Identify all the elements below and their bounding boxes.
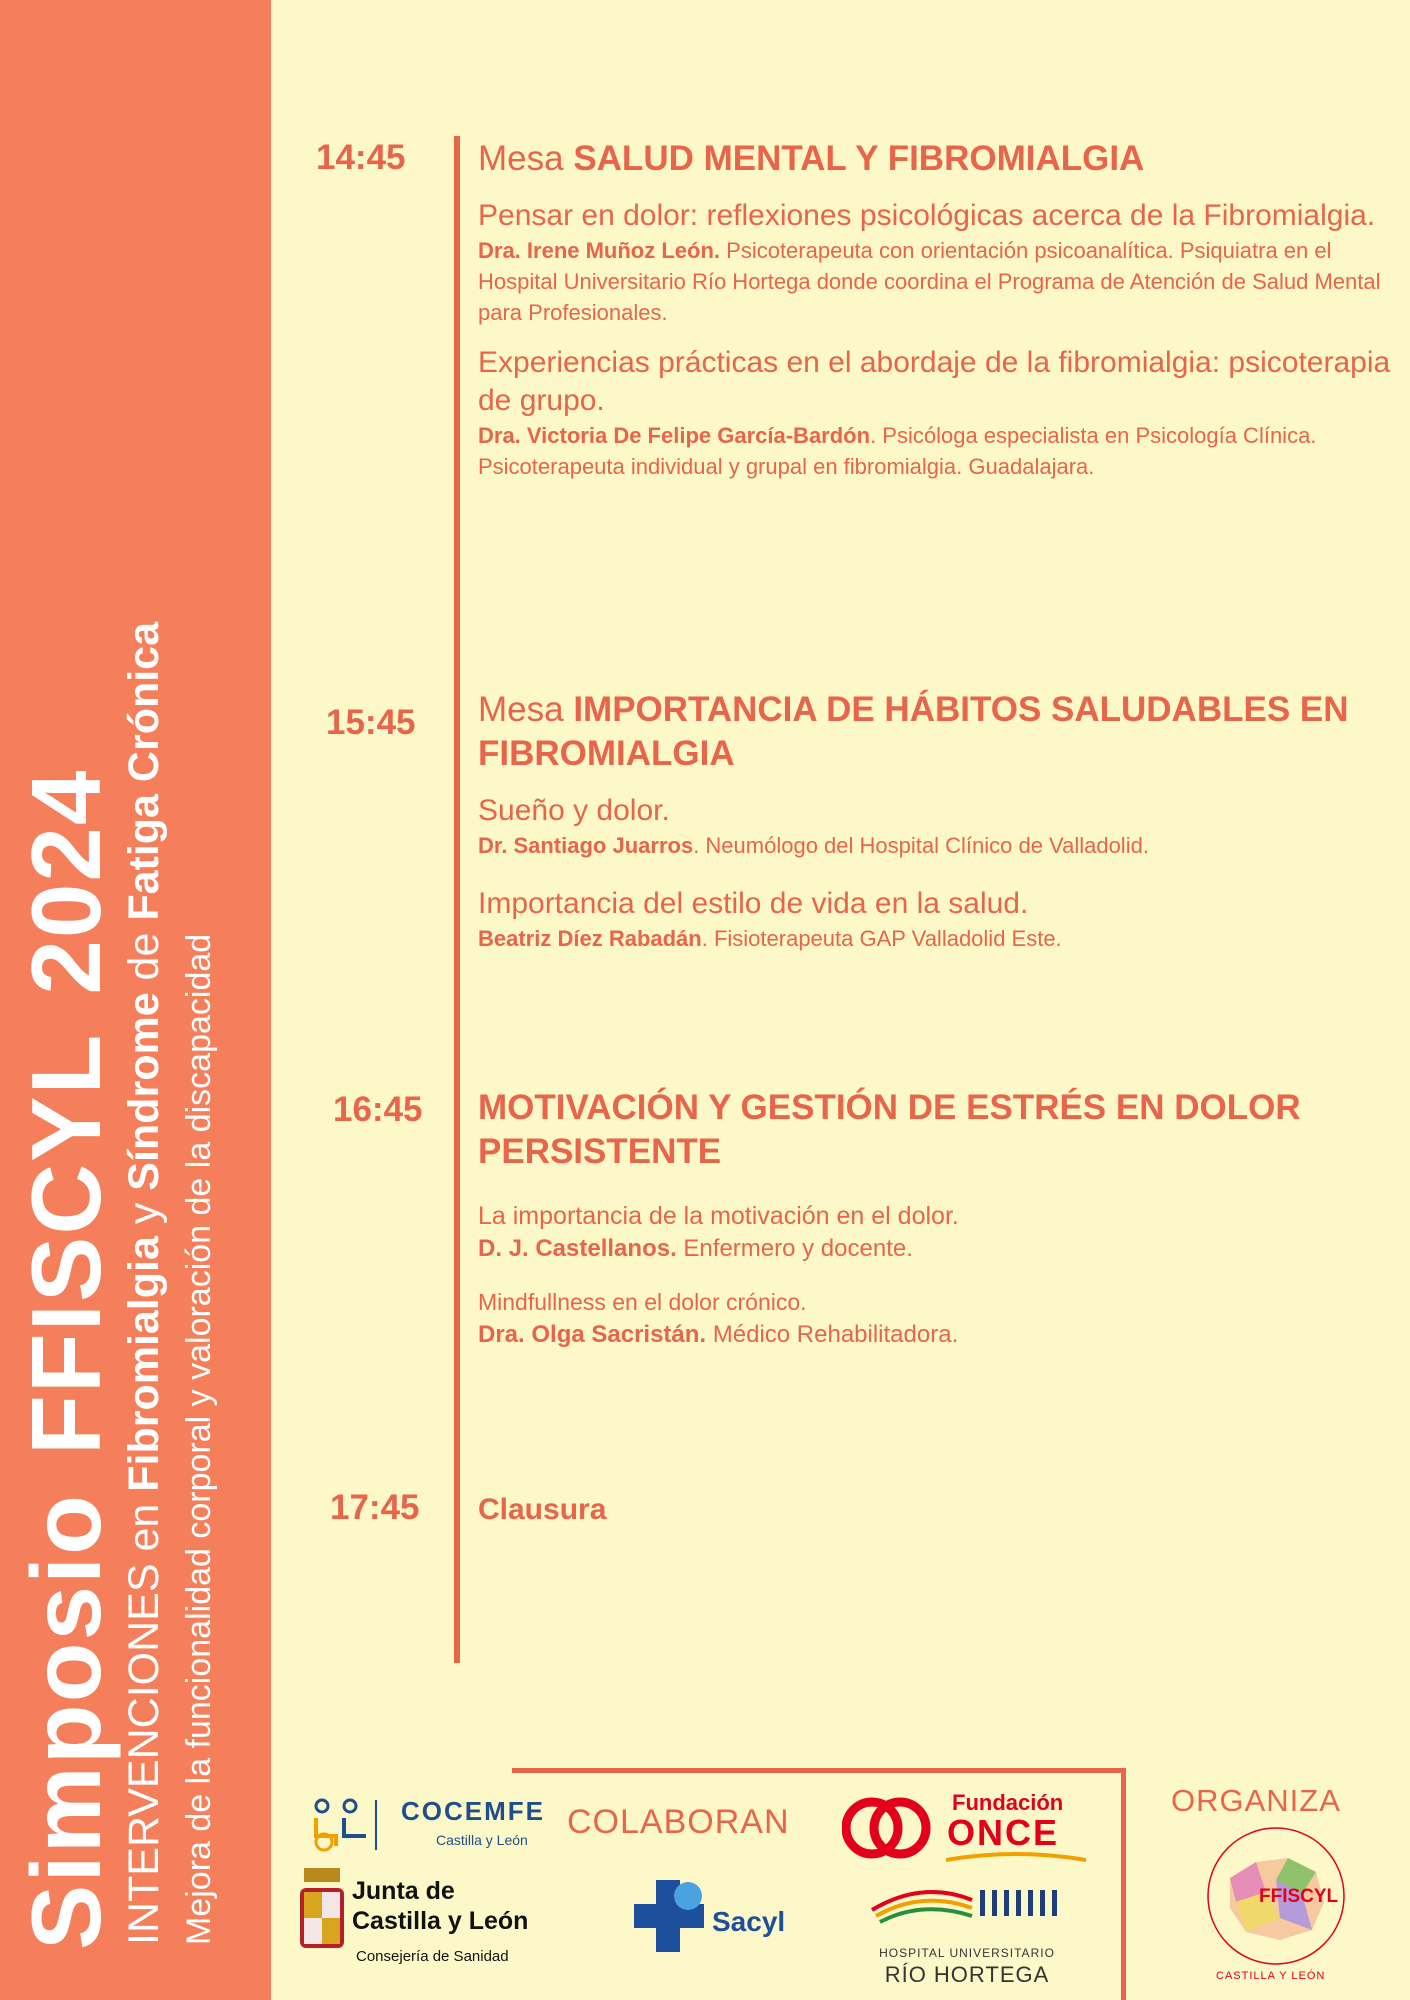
once-swoosh-icon [946,1852,1086,1868]
session-heading [478,137,1398,181]
session-block [478,688,1398,954]
session-heading [478,1086,1398,1174]
ffiscyl-region: CASTILLA Y LEÓN [1216,1970,1326,1982]
symposium-subtitle [120,622,169,1945]
session-time: 17:45 [330,1488,420,1527]
talk-speaker [478,420,1398,482]
talk-title: Experiencias prácticas en el abordaje de la fibromialgia: psicoterapia de grupo. [478,346,1391,417]
organiza-label: ORGANIZA [1171,1783,1341,1818]
junta-line2: Castilla y León [352,1907,529,1935]
title-year: 2024 [11,768,121,995]
once-name-text: ONCE [947,1812,1060,1853]
speaker-name: Beatriz Díez Rabadán [478,926,702,951]
speaker-bio: Médico Rehabilitadora. [706,1321,959,1348]
hospital-rio-hortega-logo [862,1880,1072,1990]
speaker-bio: Enfermero y docente. [676,1235,913,1262]
junta-castilla-leon-logo [296,1868,556,1978]
sidebar-rotated-text [0,0,271,2000]
speaker-name: D. J. Castellanos. [478,1235,677,1262]
session-heading [478,688,1398,776]
talk-title: Importancia del estilo de vida en la salud. [478,887,1029,920]
timeline-line [454,136,460,1663]
talk-speaker [478,235,1398,328]
footer-divider-vertical [1121,1768,1126,2000]
subtitle-fibromialgia: Fibromialgia [120,1236,168,1492]
talk-title: Mindfullness en el dolor crónico. [478,1289,807,1315]
cocemfe-name: COCEMFE [401,1796,545,1826]
subtitle-fatiga: Fatiga Crónica [120,621,168,921]
talk-title: Sueño y dolor. [478,794,670,827]
session-title: Clausura [478,1493,607,1526]
hospital-line1: HOSPITAL UNIVERSITARIO [879,1946,1055,1960]
talk-title: La importancia de la motivación en el dolor. [478,1202,959,1230]
ffiscyl-logo [1196,1822,1356,1992]
session-time: 16:45 [333,1090,423,1129]
subtitle-y: y [120,1190,168,1237]
speaker-name: Dr. Santiago Juarros [478,833,694,858]
session-prefix: Mesa [478,139,574,178]
ffiscyl-word: FFISCYL [1259,1886,1339,1907]
subtitle-de: de [120,920,168,993]
speaker-bio: . Psicóloga especialista en Psicología Clínica. Psicoterapeuta individual y grupal en fibromialgia. Guadalajara. [478,423,1317,479]
talk-speaker [478,923,1398,954]
speaker-name: Dra. Olga Sacristán. [478,1321,707,1348]
sidebar-band [0,0,271,2000]
session-time: 15:45 [326,703,416,742]
title-ffiscyl: FFISCYL [11,1032,121,1455]
symposium-title [10,769,123,1950]
wheelchair-icon [306,1796,386,1852]
speaker-bio: . Fisioterapeuta GAP Valladolid Este. [701,926,1062,951]
talk-speaker [478,1232,1398,1266]
session-title: SALUD MENTAL Y FIBROMIALGIA [573,139,1145,178]
session-block [478,1086,1398,1352]
cocemfe-logo [306,1796,566,1856]
once-fundacion-text: Fundación [952,1790,1064,1815]
footer-divider-horizontal [512,1768,1123,1773]
session-block [478,1488,1398,1532]
speaker-name: Dra. Victoria De Felipe García-Bardón [478,423,871,448]
talk-speaker [478,830,1398,861]
hospital-line2: RÍO HORTEGA [884,1962,1050,1987]
fundacion-once-logo [842,1790,1092,1870]
junta-name [352,1876,528,1936]
title-simposio: Simposio [11,1492,121,1950]
session-block [478,137,1398,482]
hospital-stripes-icon [862,1880,1072,1940]
junta-consejeria: Consejería de Sanidad [356,1948,509,1965]
speaker-bio: Psicoterapeuta con orientación psicoanalítica. Psiquiatra en el Hospital Universitario Río Hortega donde coordina el Programa de Atención de Salud Mental para Profesionales. [478,238,1381,325]
subtitle-intervenciones: INTERVENCIONES en [120,1491,168,1945]
coat-of-arms-icon [296,1868,348,1958]
subtitle-sindrome: Síndrome [120,992,168,1191]
junta-line1: Junta de [352,1877,455,1905]
sacyl-logo [630,1876,800,1956]
talk-speaker [478,1318,1398,1352]
colaboran-label: COLABORAN [567,1803,790,1841]
sacyl-name: Sacyl [712,1906,786,1937]
sacyl-cross-icon [630,1876,710,1956]
session-prefix: Mesa [478,690,574,729]
session-time: 14:45 [316,138,406,177]
speaker-bio: . Neumólogo del Hospital Clínico de Valladolid. [693,833,1149,858]
once-rings-icon [842,1790,952,1866]
symposium-tagline: Mejora de la funcionalidad corporal y valoración de la discapacidad [180,933,218,1945]
speaker-name: Dra. Irene Muñoz León. [478,238,721,263]
talk-title: Pensar en dolor: reflexiones psicológicas acerca de la Fibromialgia. [478,199,1376,232]
session-title: IMPORTANCIA DE HÁBITOS SALUDABLES EN FIBROMIALGIA [478,690,1349,773]
cocemfe-location: Castilla y León [436,1832,528,1848]
session-title: MOTIVACIÓN Y GESTIÓN DE ESTRÉS EN DOLOR PERSISTENTE [478,1088,1301,1171]
